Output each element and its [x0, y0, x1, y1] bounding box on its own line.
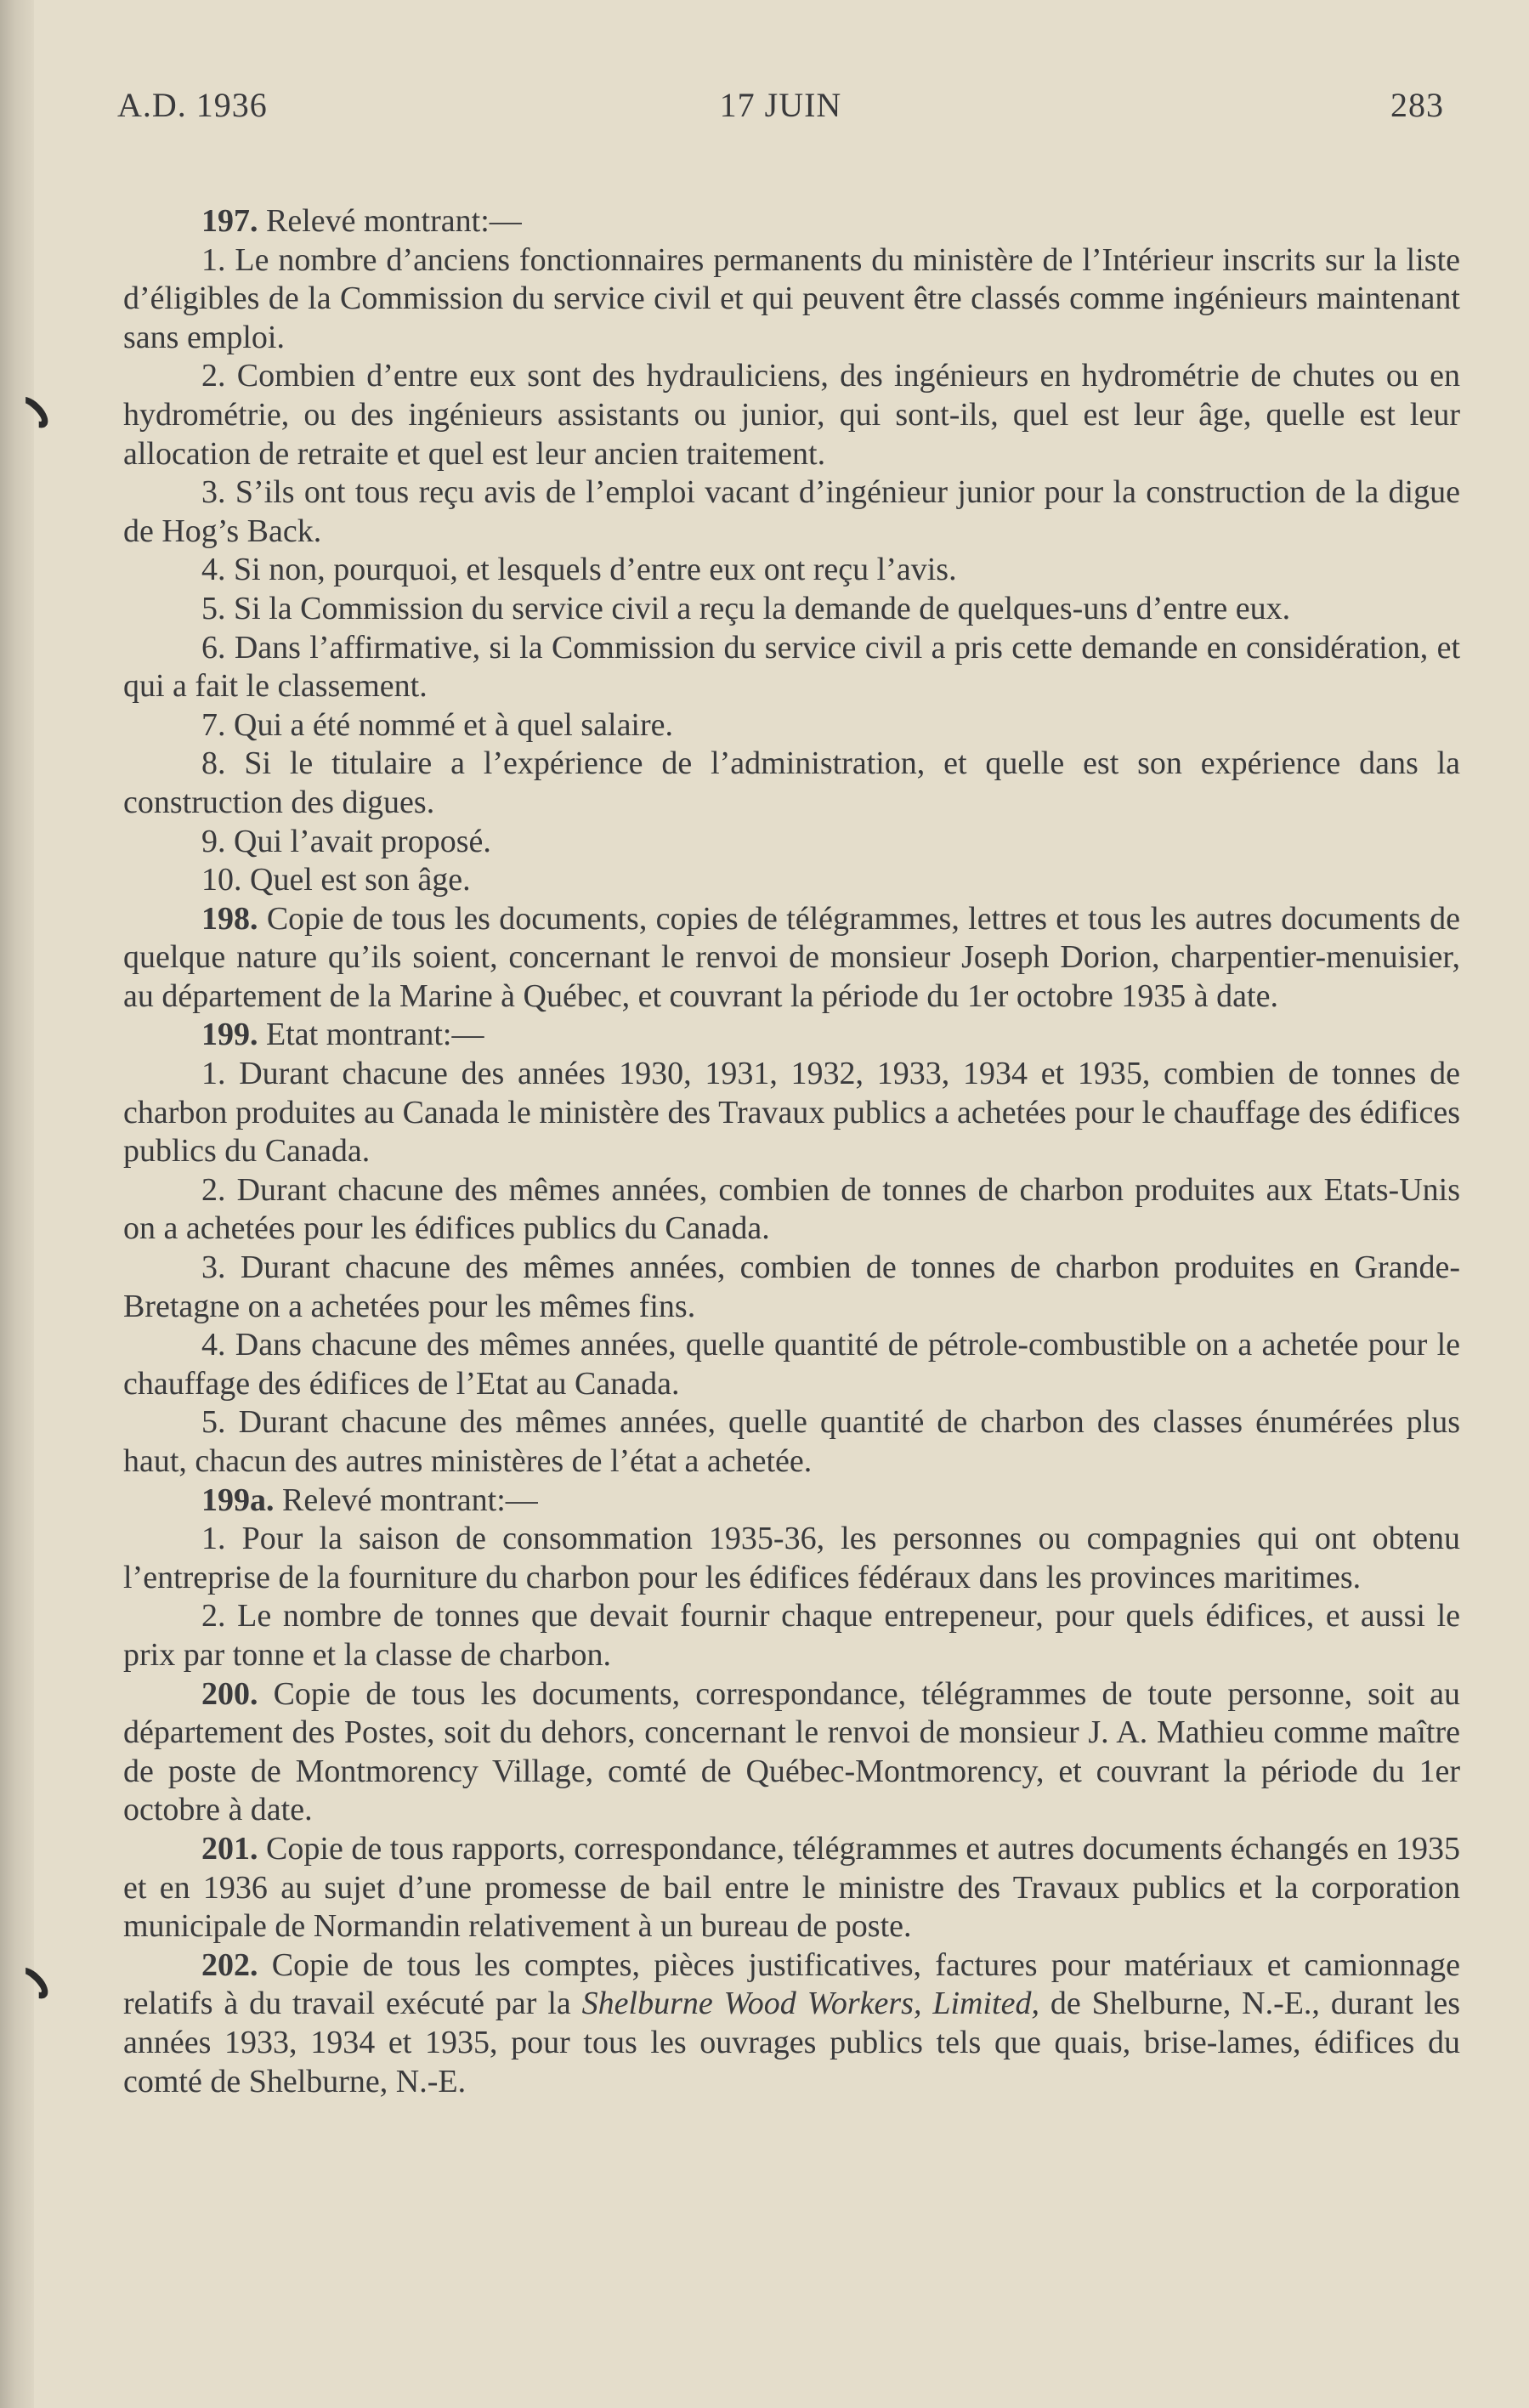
- section-number: 200.: [201, 1675, 258, 1712]
- section-201: [123, 1830, 1460, 1946]
- list-item: 4. Si non, pourquoi, et lesquels d’entre eux ont reçu l’avis.: [201, 552, 957, 588]
- company-name: Shelburne Wood Workers, Limited,: [581, 1986, 1039, 2022]
- list-item: 6. Dans l’affirmative, si la Commission du service civil a pris cette demande en considération, et qui a fait le classement.: [123, 629, 1460, 705]
- section-number: 197.: [201, 203, 258, 239]
- list-item: 2. Le nombre de tonnes que devait fournir chaque entrepeneur, pour quels édifices, et aussi le prix par tonne et la classe de charbon.: [123, 1598, 1460, 1673]
- section-197-heading: [123, 202, 1460, 241]
- section-text: Copie de tous les documents, copies de télégrammes, lettres et tous les autres documents de quelque nature qu’ils soient, concernant le renvoi de monsieur Joseph Dorion, charpentier-menuisier, au département de la Marine à Québec, et couvrant la période du 1er octobre 1935 à date.: [123, 900, 1461, 1014]
- list-item: 3. Durant chacune des mêmes années, combien de tonnes de charbon produites en Grande-Bretagne on a achetées pour les mêmes fins.: [123, 1249, 1460, 1324]
- binding-edge: [0, 0, 34, 2408]
- list-item: 1. Pour la saison de consommation 1935-36, les personnes ou compagnies qui ont obtenu l’entreprise de la fourniture du charbon pour les édifices fédéraux dans les provinces maritimes.: [123, 1521, 1460, 1595]
- section-text-after: de Shelburne, N.-E., durant les années 1933, 1934 et 1935, pour tous les ouvrages publics tels que quais, brise-lames, édifices du comté de Shelburne, N.-E.: [123, 1986, 1461, 2099]
- section-202: [123, 1946, 1460, 2101]
- section-198: [123, 900, 1460, 1017]
- section-199-heading: [123, 1016, 1460, 1055]
- section-number: 201.: [201, 1830, 258, 1867]
- list-item: 4. Dans chacune des mêmes années, quelle quantité de pétrole-combustible on a achetée pour le chauffage des édifices de l’Etat au Canada.: [123, 1327, 1460, 1402]
- section-text: Copie de tous rapports, correspondance, télégrammes et autres documents échangés en 1935 et en 1936 au sujet d’une promesse de bail entre le ministre des Travaux publics et la corporation municipale de Normandin relativement à un bureau de poste.: [123, 1830, 1460, 1945]
- section-number: 202.: [201, 1946, 258, 1983]
- section-200: [123, 1675, 1460, 1830]
- header-year: A.D. 1936: [117, 86, 268, 124]
- page-body: [123, 202, 1460, 2101]
- section-title: Relevé montrant:—: [266, 203, 522, 239]
- list-item: 5. Si la Commission du service civil a reçu la demande de quelques-uns d’entre eux.: [201, 590, 1291, 626]
- section-title: Etat montrant:—: [266, 1017, 484, 1053]
- list-item: 7. Qui a été nommé et à quel salaire.: [201, 706, 674, 743]
- section-text: Copie de tous les documents, correspondance, télégrammes de toute personne, soit au département des Postes, soit du dehors, concernant le renvoi de monsieur J. A. Mathieu comme maître de poste de Montmorency Village, comté de Québec-Montmorency, et couvrant la période du 1er octobre à date.: [123, 1675, 1461, 1828]
- page-header: [117, 85, 1444, 136]
- list-item: 2. Durant chacune des mêmes années, combien de tonnes de charbon produites aux Etats-Unis on a achetées pour les édifices publics du Canada.: [123, 1171, 1460, 1247]
- list-item: 5. Durant chacune des mêmes années, quelle quantité de charbon des classes énumérées plus haut, chacun des autres ministères de l’état a achetée.: [123, 1404, 1460, 1479]
- list-item: 9. Qui l’avait proposé.: [201, 823, 491, 859]
- section-number: 199a.: [201, 1482, 275, 1518]
- list-item: 3. S’ils ont tous reçu avis de l’emploi vacant d’ingénieur junior pour la construction de la digue de Hog’s Back.: [123, 474, 1460, 549]
- header-date: 17 JUIN: [719, 86, 842, 124]
- list-item: 2. Combien d’entre eux sont des hydrauliciens, des ingénieurs en hydrométrie de chutes ou en hydrométrie, ou des ingénieurs assistants ou junior, qui sont-ils, quel est leur âge, quelle est leur allocation de retraite et quel est leur ancien traitement.: [123, 358, 1460, 472]
- list-item: 8. Si le titulaire a l’expérience de l’administration, et quelle est son expérience dans la construction des digues.: [123, 745, 1460, 820]
- list-item: 10. Quel est son âge.: [201, 862, 471, 898]
- section-title: Relevé montrant:—: [282, 1482, 538, 1518]
- list-item: 1. Le nombre d’anciens fonctionnaires permanents du ministère de l’Intérieur inscrits sur la liste d’éligibles de la Commission du service civil et qui peuvent être classés comme ingénieurs maintenant sans emploi.: [123, 241, 1460, 355]
- page-number: 283: [1390, 86, 1444, 124]
- section-199a-heading: [123, 1482, 1460, 1521]
- list-item: 1. Durant chacune des années 1930, 1931, 1932, 1933, 1934 et 1935, combien de tonnes de charbon produites au Canada le ministère des Travaux publics a achetées pour le chauffage des édifices publics du Canada.: [123, 1056, 1460, 1170]
- section-text-before: Copie de tous les comptes, pièces justificatives, factures pour matériaux et camionnage relatifs à du travail exécuté par la: [123, 1946, 1460, 2022]
- section-number: 199.: [201, 1017, 258, 1053]
- section-number: 198.: [201, 900, 258, 937]
